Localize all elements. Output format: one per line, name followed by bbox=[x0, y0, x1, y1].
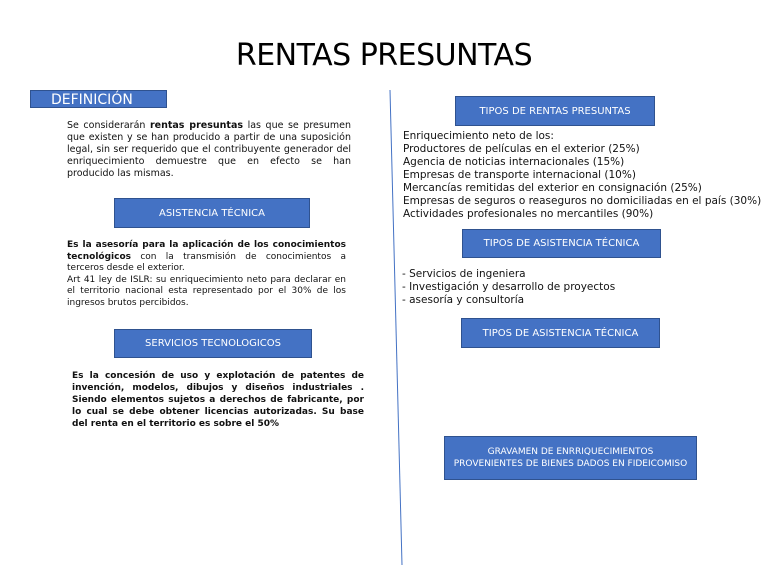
asistencia-art-text: Art 41 ley de ISLR: su enriquecimiento neto para declarar en el territorio nacional esta representado por el 30% de los ingresos brutos percibidos. bbox=[67, 274, 346, 308]
asistencia-tecnica-label: ASISTENCIA TÉCNICA bbox=[158, 207, 265, 219]
tipos-asistencia-box-2 bbox=[461, 318, 660, 348]
gravamen-line-1: GRAVAMEN DE ENRRIQUECIMIENTOS bbox=[487, 447, 654, 457]
tipos-rentas-line: Mercancías remitidas del exterior en consignación (25%) bbox=[403, 182, 702, 194]
tipos-rentas-line: Empresas de transporte internacional (10%) bbox=[403, 169, 636, 181]
page-title: RENTAS PRESUNTAS bbox=[235, 38, 533, 73]
tipos-asistencia-item: - Investigación y desarrollo de proyectos bbox=[402, 281, 616, 293]
tipos-rentas-line: Agencia de noticias internacionales (15%) bbox=[403, 156, 625, 168]
asistencia-text bbox=[67, 240, 346, 309]
tipos-asistencia-label-2: TIPOS DE ASISTENCIA TÉCNICA bbox=[482, 327, 639, 339]
servicios-text: Es la concesión de uso y explotación de patentes de invención, modelos, dibujos y diseños industriales . Siendo elementos sujetos a derechos de fabricante, por lo cual se debe obtener licencias autorizadas. Su base del renta en el territorio es sobre el 50% bbox=[72, 371, 364, 429]
tipos-rentas-list bbox=[403, 130, 765, 228]
definicion-text-post: las que se presumen que existen y se han producido a partir de una suposición legal, sin ser requerido que el contribuyente generador del enriquecimiento demuestre que en efecto se han producido las mismas. bbox=[67, 120, 351, 179]
tipos-asistencia-item: - Servicios de ingeniera bbox=[402, 268, 526, 280]
tipos-rentas-label: TIPOS DE RENTAS PRESUNTAS bbox=[479, 105, 631, 117]
gravamen-box bbox=[444, 436, 697, 480]
tipos-asistencia-item: - asesoría y consultoría bbox=[402, 294, 525, 306]
definicion-text-pre: Se considerarán bbox=[67, 120, 150, 131]
tipos-rentas-line: Actividades profesionales no mercantiles (90%) bbox=[403, 208, 654, 220]
tipos-asistencia-box-1 bbox=[462, 229, 661, 258]
tipos-rentas-box bbox=[455, 96, 655, 126]
asistencia-text-bold: Es la asesoría para la aplicación de los conocimientos tecnológicos bbox=[67, 240, 346, 262]
definicion-text bbox=[67, 120, 351, 180]
gravamen-line-2: PROVENIENTES DE BIENES DADOS EN FIDEICOMISO bbox=[453, 459, 688, 469]
definicion-text-bold: rentas presuntas bbox=[149, 120, 244, 131]
tipos-rentas-line: Enriquecimiento neto de los: bbox=[403, 130, 554, 142]
tipos-rentas-line: Empresas de seguros o reaseguros no domiciliadas en el país (30%) bbox=[403, 195, 762, 207]
tipos-asistencia-label-1: TIPOS DE ASISTENCIA TÉCNICA bbox=[483, 238, 640, 249]
column-divider bbox=[389, 90, 403, 565]
asistencia-text-post: con la transmisión de conocimientos a terceros desde el exterior. bbox=[67, 251, 346, 273]
servicios-tecnologicos-box bbox=[114, 329, 312, 358]
tipos-asistencia-list bbox=[402, 268, 702, 307]
servicios-tecnologicos-label: SERVICIOS TECNOLOGICOS bbox=[145, 338, 281, 349]
asistencia-tecnica-box bbox=[114, 198, 310, 228]
definicion-label: DEFINICIÓN bbox=[30, 90, 167, 108]
tipos-rentas-line: Productores de películas en el exterior (25%) bbox=[403, 143, 640, 155]
